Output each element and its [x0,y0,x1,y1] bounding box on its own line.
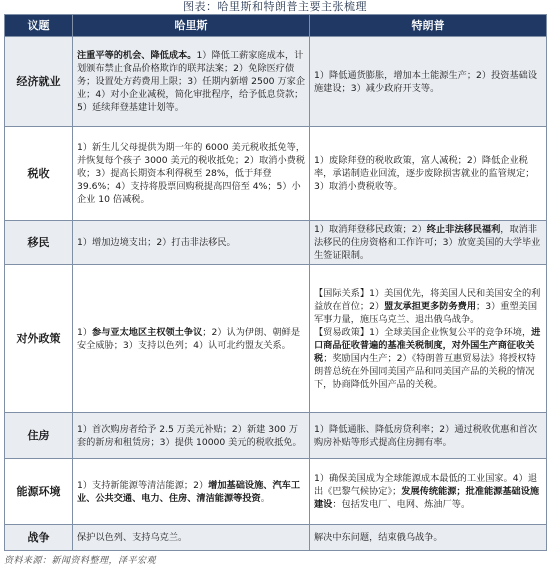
harris-cell [73,525,310,551]
text-segment: 1）降低通胀、降低房贷利率；2）通过税收优惠和首次购房补贴等形式提高住房拥有率。 [314,423,538,448]
text-segment: 1）取消拜登移民政策；2） [314,224,427,235]
table-row [5,265,547,413]
trump-cell [310,127,547,221]
bold-text-segment: 盟友承担更多防务费用 [384,300,477,312]
trump-cell [310,525,547,551]
topic-cell: 对外政策 [5,265,73,413]
text-segment: 1）新生儿父母提供为期一年的 6000 美元税收抵免等，并恢复每个孩子 3000 美元的税收抵免；2）取消小费税收；3）提高长期资本利得税至 28%，低于拜登 39.6%；4）支持将股票回购税提高四倍至 4%；5）小企业 10 倍减税。 [77,142,306,205]
text-segment: 1）支持新能源等清洁能源；2） [77,479,209,491]
harris-cell [73,265,310,413]
text-segment: 。 [260,492,270,504]
topic-cell: 税收 [5,127,73,221]
text-segment: 【国际关系】1）美国优先，将美国人民和美国安全的利益放在首位；2） [314,287,541,312]
header-topic: 议题 [5,15,73,37]
text-segment: ；2）认为伊朗、朝鲜是安全威胁；3）支持以色列；4）认可北约盟友关系。 [77,326,301,351]
trump-cell [310,221,547,265]
table-row [5,459,547,525]
harris-cell [73,413,310,459]
text-segment: ；3）重塑美国军事力量，施压乌克兰、退出俄乌战争。 [314,300,538,325]
text-segment: 【贸易政策】1）全球美国企业恢复公平的竞争环境， [314,326,532,338]
trump-cell [310,37,547,127]
topic-cell: 战争 [5,525,73,551]
header-harris: 哈里斯 [73,15,310,37]
bold-text-segment: 发展传统能源；批准能源基础设施建设 [314,486,540,510]
text-segment: 1）降低通货膨胀，增加本土能源生产；2）投资基础设施建设；3）减少政府开支等。 [314,69,538,94]
table-row [5,525,547,551]
text-segment: ：包括发电厂、电网、炼油厂等。 [332,499,471,510]
bold-text-segment: 注重平等的机会、降低成本。 [77,50,197,61]
source-note: 资料来源：新闻资料整理，泽平宏观 [4,556,157,566]
topic-cell: 移民 [5,221,73,265]
trump-cell [310,265,547,413]
policy-comparison-table [4,14,547,551]
table-row [5,127,547,221]
harris-cell [73,221,310,265]
bold-text-segment: 进口商品征收普遍的基准关税制度，对外国生产商征收关税 [314,326,541,364]
trump-cell [310,413,547,459]
table-row [5,37,547,127]
text-segment: 保护以色列、支持乌克兰。 [77,532,188,543]
trump-cell [310,459,547,525]
text-segment: 1）确保美国成为全球能源成本最低的工业国家。4）退出《巴黎气候协定》； [314,473,538,497]
text-segment: 1）增加边境支出；2）打击非法移民。 [77,237,236,248]
text-segment: 解决中东问题，结束俄乌战争。 [314,532,443,543]
table-row [5,413,547,459]
topic-cell: 经济就业 [5,37,73,127]
topic-cell: 能源环境 [5,459,73,525]
text-segment: 1） [77,326,93,338]
bold-text-segment: 参与亚太地区主权领土争议 [92,326,203,338]
topic-cell: 住房 [5,413,73,459]
table-row [5,221,547,265]
text-segment: ；奖励国内生产；2）《特朗普互惠贸易法》将授权特朗普总统在外国同美国产品和同美国产品的关税的情况下，协商降低外国产品的关税。 [314,352,536,390]
bold-text-segment: 增加基础设施、汽车工业、公共交通、电力、住房、清洁能源等投资 [77,479,301,504]
text-segment: 1）降低工薪家庭成本，计划颁布禁止食品价格欺诈的联邦法案；2）免除医疗债务；设置处方药费用上限；3）任期内新增 2500 万家企业；4）对小企业减税，简化审批程序，给予低息贷款；5）延续拜登基建计划等。 [77,50,306,113]
text-segment: 1）首次购房者给予 2.5 万美元补贴；2）新建 300 万套的新房和租赁房；3）提供 10000 美元的税收抵免。 [77,423,302,448]
bold-text-segment: 终止非法移民福利 [426,224,501,235]
header-trump: 特朗普 [310,15,547,37]
text-segment: ，取消非法移民的住房资格和工作许可；3）放宽美国的大学毕业生签证限制。 [314,224,541,261]
harris-cell [73,127,310,221]
header-row [5,15,547,37]
harris-cell [73,459,310,525]
table-caption: 图表：哈里斯和特朗普主要主张梳理 [183,0,367,13]
text-segment: 1）废除拜登的税收政策，富人减税；2）降低企业税率，承诺制造业回流，逐步废除损害就业的监管规定；3）取消小费税收等。 [314,155,535,192]
harris-cell [73,37,310,127]
